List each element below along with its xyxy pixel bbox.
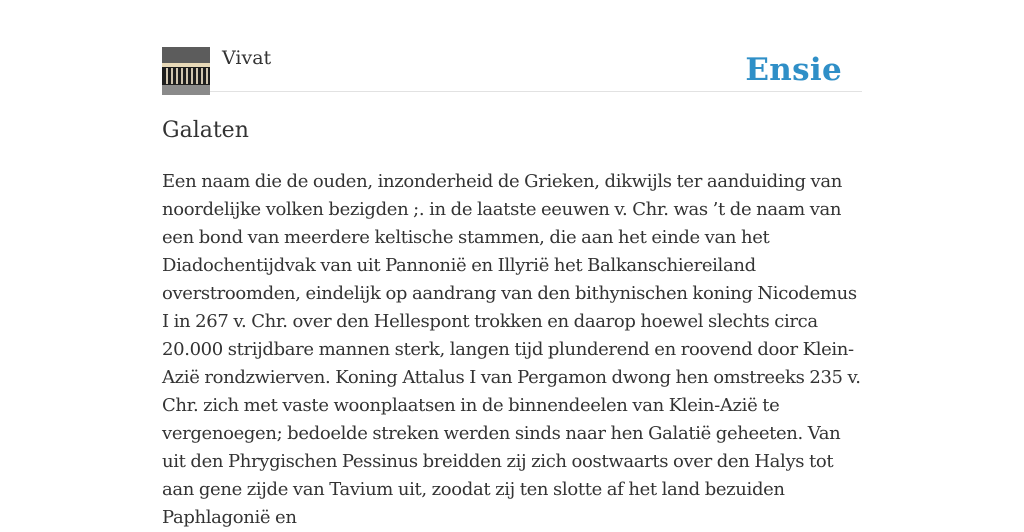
header xyxy=(162,47,862,92)
source-name[interactable]: Vivat xyxy=(222,47,272,69)
page-title: Galaten xyxy=(162,118,249,143)
article-body: Een naam die de ouden, inzonderheid de Grieken, dikwijls ter aanduiding van noordelijke volken bezigden ;. in de laatste eeuwen v. Chr. was ’t de naam van een bond van meerdere keltische stammen, die aan het einde van het Diadochentijdvak van uit Pannonië en Illyrië het Balkanschiereiland overstroomden, eindelijk op aandrang van den bithynischen koning Nicodemus I in 267 v. Chr. over den Hellespont trokken en daarop hoewel slechts circa 20.000 strijdbare mannen sterk, langen tijd plunderend en roovend door Klein-Azië rondzwierven. Koning Attalus I van Pergamon dwong hen omstreeks 235 v. Chr. zich met vaste woonplaatsen in de binnendeelen van Klein-Azië te vergenoegen; bedoelde streken werden sinds naar hen Galatië geheeten. Van uit den Phrygischen Pessinus breidden zij zich oostwaarts over den Halys tot aan gene zijde van Tavium uit, zoodat zij ten slotte af het land bezuiden Paphlagonië en xyxy=(162,171,861,528)
source-avatar[interactable] xyxy=(162,47,210,95)
books-image-icon xyxy=(162,47,210,95)
brand-logo[interactable]: Ensie xyxy=(745,52,842,88)
